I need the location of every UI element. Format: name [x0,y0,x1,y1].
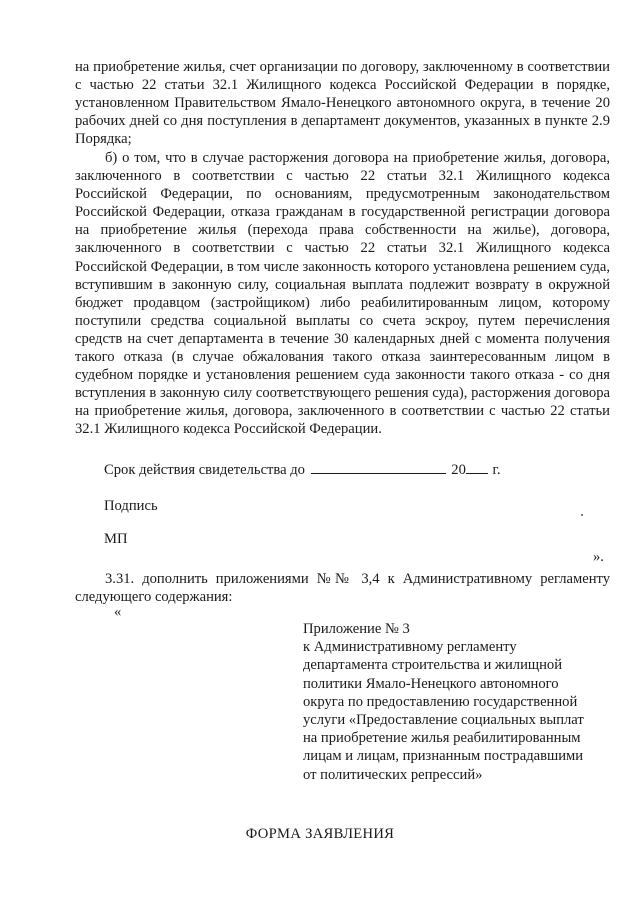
appendix-line: политики Ямало-Ненецкого автономного [303,675,559,692]
opening-quote: « [114,604,122,620]
validity-date-blank [311,461,446,474]
closing-quote: ». [593,549,604,565]
paragraph-payment-account: на приобретение жилья, счет организации по договору, заключенному в соответствии с частью 22 статьи 32.1 Жилищного кодекса Российской Федерации в порядке, установленном Правительством Ямало-Ненецкого автономного округа, в течение 20 рабочих дней со дня поступления в департамент документов, указанных в пункте 2.9 Порядка; [75,59,610,148]
year-suffix: г. [492,462,501,478]
year-prefix: 20 [451,462,466,478]
validity-label: Срок действия свидетельства до [104,462,305,478]
appendix-line: округа по предоставлению государственной [303,693,578,710]
paragraph-amendment: 3.31. дополнить приложениями №№ 3,4 к Административному регламенту следующего содержания: [75,571,610,606]
appendix-line: на приобретение жилья реабилитированным [303,730,581,747]
year-blank [466,461,488,474]
appendix-line: к Административному регламенту [303,639,517,656]
form-title: ФОРМА ЗАЯВЛЕНИЯ [245,826,395,842]
seal-label: МП [104,531,128,547]
signature-label: Подпись [104,498,158,514]
appendix-line: Приложение № 3 [303,621,410,637]
appendix-line: департамента строительства и жилищной [303,657,563,674]
appendix-line: лицам и лицам, признанным пострадавшими [303,748,584,765]
appendix-line: от политических репрессий» [303,766,483,783]
scan-speck [581,514,583,516]
paragraph-refund-condition: б) о том, что в случае расторжения договора на приобретение жилья, договора, заключенного в соответствии с частью 22 статьи 32.1 Жилищного кодекса Российской Федерации, по основаниям, предусмотренным законодательством Российской Федерации, отказа гражданам в государственной регистрации договора на приобретение жилья (перехода права собственности на жилье), договора, заключенного в соответствии с частью 22 статьи 32.1 Жилищного кодекса Российской Федерации, в том числе законность которого установлена решением суда, вступившим в законную силу, социальная выплата подлежит возврату в окружной бюджет продавцом (застройщиком) либо реабилитированным лицом, которому поступили средства социальной выплаты со счета эскроу, путем перечисления средств на счет департамента в течение 30 календарных дней с момента получения такого отказа (в случае обжалования такого отказа заинтересованным лицом в судебном порядке и установления решением суда законности такого отказа - со дня вступления в законную силу соответствующего решения суда), расторжения договора на приобретение жилья, договора, заключенного в соответствии с частью 22 статьи 32.1 Жилищного кодекса Российской Федерации. [75,150,610,438]
appendix-line: услуги «Предоставление социальных выплат [303,712,584,729]
appendix-header [303,620,603,784]
validity-line [104,461,501,479]
